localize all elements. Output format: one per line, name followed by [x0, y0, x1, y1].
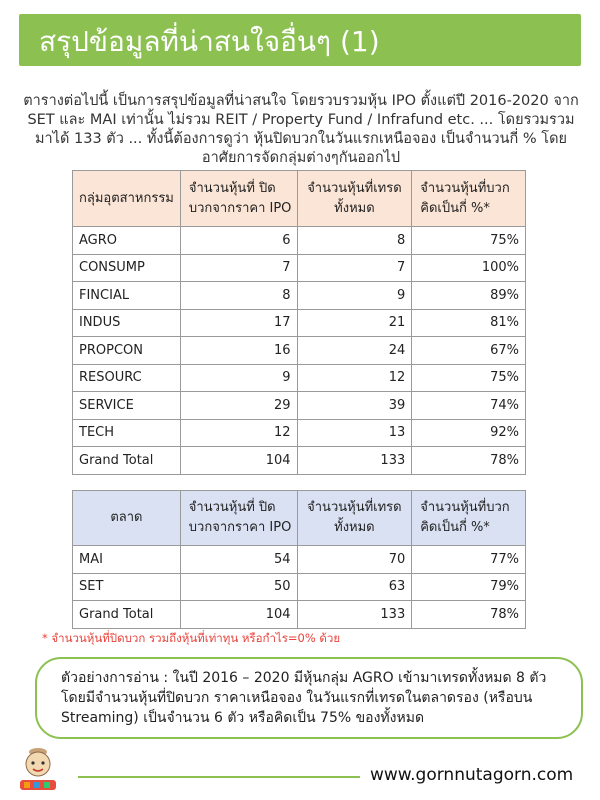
row-label: MAI: [73, 546, 181, 574]
table-row: [73, 337, 526, 365]
row-label: SET: [73, 573, 181, 601]
row-label: PROPCON: [73, 337, 181, 365]
intro-paragraph: ตารางต่อไปนี้ เป็นการสรุปข้อมูลที่น่าสนใจ โดยรวบรวมหุ้น IPO ตั้งแต่ปี 2016-2020 จาก SET และ MAI เท่านั้น ไม่รวม REIT / Property Fund / Infrafund etc. ... โดยรวมรวมมาได้ 133 ตัว ... ทั้งนี้ต้องการดูว่า หุ้นปิดบวกในวันแรกเหนือจอง เป็นจำนวนกี่ % โดยอาศัยการจัดกลุ่มต่างๆกันออกไป: [23, 93, 579, 166]
table-row: [73, 419, 526, 447]
column-header-positive-close: จำนวนหุ้นที่ ปิดบวกจากราคา IPO: [180, 171, 297, 227]
percent-positive-cell: 75%: [412, 364, 526, 392]
positive-close-cell: 8: [180, 282, 297, 310]
percent-positive-cell: 79%: [412, 573, 526, 601]
percent-positive-cell: 78%: [412, 447, 526, 475]
table-row: [73, 447, 526, 475]
total-traded-cell: 39: [297, 392, 412, 420]
total-traded-cell: 7: [297, 254, 412, 282]
title-banner: [19, 14, 581, 66]
row-label: Grand Total: [73, 601, 181, 629]
positive-close-cell: 9: [180, 364, 297, 392]
positive-close-cell: 6: [180, 227, 297, 255]
positive-close-cell: 17: [180, 309, 297, 337]
column-header-total-traded: จำนวนหุ้นที่เทรดทั้งหมด: [297, 171, 412, 227]
total-traded-cell: 133: [297, 601, 412, 629]
page-title: สรุปข้อมูลที่น่าสนใจอื่นๆ (1): [39, 25, 380, 58]
column-header-total-traded: จำนวนหุ้นที่เทรดทั้งหมด: [297, 491, 412, 546]
column-header-percent-positive: จำนวนหุ้นที่บวก คิดเป็นกี่ %*: [412, 171, 526, 227]
table-row: [73, 392, 526, 420]
percent-positive-cell: 74%: [412, 392, 526, 420]
positive-close-cell: 29: [180, 392, 297, 420]
industry-table: [72, 170, 526, 475]
total-traded-cell: 9: [297, 282, 412, 310]
footer-divider: [78, 776, 360, 778]
table-row: [73, 254, 526, 282]
positive-close-cell: 50: [180, 573, 297, 601]
percent-positive-cell: 100%: [412, 254, 526, 282]
total-traded-cell: 70: [297, 546, 412, 574]
column-header-positive-close: จำนวนหุ้นที่ ปิดบวกจากราคา IPO: [180, 491, 297, 546]
total-traded-cell: 21: [297, 309, 412, 337]
percent-positive-cell: 77%: [412, 546, 526, 574]
row-label: RESOURC: [73, 364, 181, 392]
total-traded-cell: 13: [297, 419, 412, 447]
table-row: [73, 601, 526, 629]
percent-positive-cell: 75%: [412, 227, 526, 255]
row-label: FINCIAL: [73, 282, 181, 310]
total-traded-cell: 12: [297, 364, 412, 392]
total-traded-cell: 24: [297, 337, 412, 365]
positive-close-cell: 12: [180, 419, 297, 447]
website-url: www.gornnutagorn.com: [370, 765, 574, 785]
table-row: [73, 364, 526, 392]
positive-close-cell: 54: [180, 546, 297, 574]
row-label: TECH: [73, 419, 181, 447]
example-text: ตัวอย่างการอ่าน : ในปี 2016 – 2020 มีหุ้นกลุ่ม AGRO เข้ามาเทรดทั้งหมด 8 ตัว โดยมีจำนวนหุ้นที่ปิดบวก ราคาเหนือจอง ในวันแรกที่เทรดในตลาดรอง (หรือบน Streaming) เป็นจำนวน 6 ตัว หรือคิดเป็น 75% ของทั้งหมด: [61, 670, 547, 726]
total-traded-cell: 133: [297, 447, 412, 475]
table-row: [73, 546, 526, 574]
positive-close-cell: 104: [180, 601, 297, 629]
row-label: CONSUMP: [73, 254, 181, 282]
example-callout: [35, 657, 583, 739]
mascot-logo-icon: [12, 742, 64, 794]
row-label: Grand Total: [73, 447, 181, 475]
positive-close-cell: 16: [180, 337, 297, 365]
row-label: SERVICE: [73, 392, 181, 420]
percent-positive-cell: 78%: [412, 601, 526, 629]
table-row: [73, 227, 526, 255]
percent-positive-cell: 92%: [412, 419, 526, 447]
percent-positive-cell: 81%: [412, 309, 526, 337]
percent-positive-cell: 67%: [412, 337, 526, 365]
column-header-industry: กลุ่มอุตสาหกรรม: [73, 171, 181, 227]
table-header-row: [73, 491, 526, 546]
column-header-percent-positive: จำนวนหุ้นที่บวก คิดเป็นกี่ %*: [412, 491, 526, 546]
table-header-row: [73, 171, 526, 227]
footnote: * จำนวนหุ้นที่ปิดบวก รวมถึงหุ้นที่เท่าทุน หรือกำไร=0% ด้วย: [42, 631, 341, 645]
positive-close-cell: 104: [180, 447, 297, 475]
table-row: [73, 282, 526, 310]
positive-close-cell: 7: [180, 254, 297, 282]
row-label: INDUS: [73, 309, 181, 337]
percent-positive-cell: 89%: [412, 282, 526, 310]
table-row: [73, 309, 526, 337]
row-label: AGRO: [73, 227, 181, 255]
market-table: [72, 490, 526, 629]
column-header-market: ตลาด: [73, 491, 181, 546]
total-traded-cell: 63: [297, 573, 412, 601]
table-row: [73, 573, 526, 601]
total-traded-cell: 8: [297, 227, 412, 255]
